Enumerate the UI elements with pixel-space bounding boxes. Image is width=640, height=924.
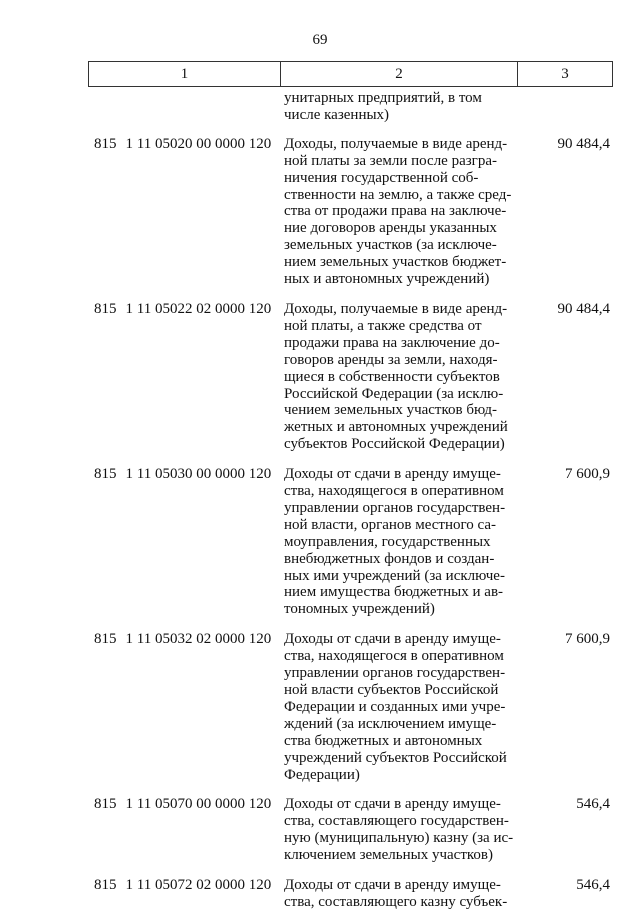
continued-description: унитарных предприятий, в том числе казенных) — [284, 90, 482, 123]
row-description: Доходы от сдачи в аренду имуще- ства, находящегося в оперативном управлении органов государствен- ной власти, органов местного са- моуправления, государственных внебюджетных фондов и создан- ных ими учреждений (за исключе- нием имущества бюджетных и ав- тономных учреждений) — [284, 466, 506, 618]
table-row — [0, 466, 640, 618]
row-description: Доходы, получаемые в виде аренд- ной платы, а также средства от продажи права на заключение до- говоров аренды за земли, находя- щиеся в собственности субъектов Российской Федерации (за исклю- чением земельных участков бюд- жетных и автономных учреждений субъектов Российской Федерации) — [284, 300, 508, 453]
budget-code: 1 11 05022 02 0000 120 — [125, 300, 272, 317]
page-number: 69 — [312, 32, 328, 48]
table-row — [0, 877, 640, 911]
header-col-1: 1 — [89, 62, 281, 86]
admin-code: 815 — [94, 877, 117, 894]
budget-code: 1 11 05072 02 0000 120 — [125, 877, 272, 894]
header-col-3: 3 — [561, 65, 569, 82]
row-code — [94, 796, 271, 813]
budget-code: 1 11 05032 02 0000 120 — [125, 631, 272, 648]
table-body — [0, 90, 640, 924]
row-amount: 90 484,4 — [557, 300, 610, 317]
header-col-2: 2 — [281, 62, 518, 86]
admin-code: 815 — [94, 631, 117, 648]
row-code — [94, 136, 271, 153]
admin-code: 815 — [94, 796, 117, 813]
row-amount: 546,4 — [576, 796, 610, 813]
row-description: Доходы от сдачи в аренду имуще- ства, составляющего государствен- ную (муниципальную) казну (за ис- ключением земельных участков) — [284, 796, 514, 864]
row-amount: 90 484,4 — [557, 135, 610, 152]
table-header — [88, 61, 613, 87]
table-row — [0, 301, 640, 453]
row-description: Доходы от сдачи в аренду имуще- ства, составляющего казну субъек- — [284, 877, 508, 910]
budget-code: 1 11 05030 00 0000 120 — [125, 466, 272, 483]
row-description: Доходы, получаемые в виде аренд- ной платы за земли после разгра- ничения государственной соб- ственности на землю, а также сред- ства от продажи права на заключе- ние договоров аренды указанных земельных участков (за исключе- нием земельных участков бюджет- ных и автономных учреждений) — [284, 135, 512, 288]
row-amount: 7 600,9 — [565, 631, 610, 648]
budget-code: 1 11 05070 00 0000 120 — [125, 796, 272, 813]
table-row — [0, 796, 640, 864]
admin-code: 815 — [94, 300, 117, 317]
row-code — [94, 631, 271, 648]
budget-code: 1 11 05020 00 0000 120 — [125, 135, 272, 152]
row-code — [94, 301, 271, 318]
admin-code: 815 — [94, 135, 117, 152]
table-row — [0, 136, 640, 288]
row-code — [94, 877, 271, 894]
row-amount: 7 600,9 — [565, 466, 610, 483]
row-description: Доходы от сдачи в аренду имуще- ства, находящегося в оперативном управлении органов государствен- ной власти субъектов Российской Федерации и созданных ими учре- ждений (за исключением имуще- ства бюджетных и автономных учреждений субъектов Российской Федерации) — [284, 631, 507, 783]
row-code — [94, 466, 271, 483]
continued-row — [0, 90, 640, 124]
table-row — [0, 631, 640, 783]
admin-code: 815 — [94, 466, 117, 483]
row-amount: 546,4 — [576, 877, 610, 894]
